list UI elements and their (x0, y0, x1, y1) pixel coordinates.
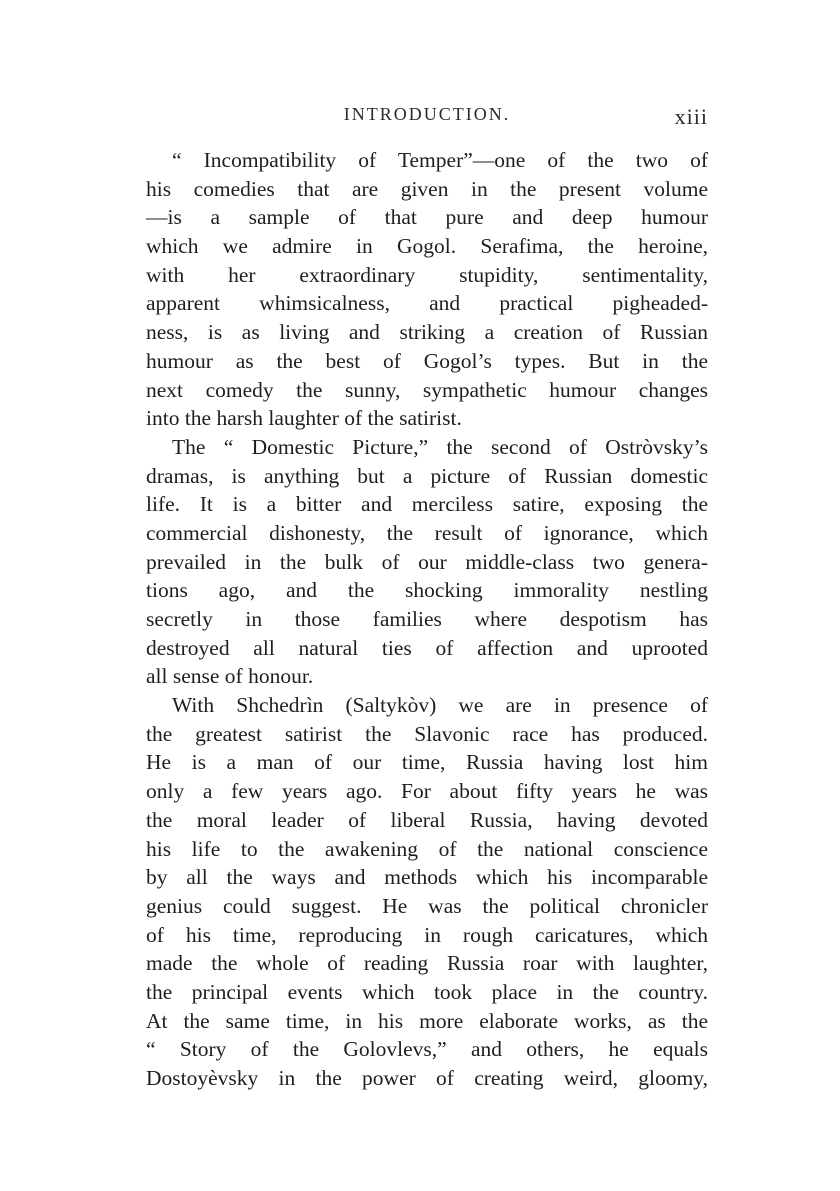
text-line: of his time, reproducing in rough caricatures, which (146, 922, 708, 947)
text-line: into the harsh laughter of the satirist. (146, 406, 462, 431)
text-line: secretly in those families where despotism has (146, 607, 708, 631)
text-line: ness, is as living and striking a creation of Russian (146, 320, 708, 345)
text-line: humour as the best of Gogol’s types. But in the (146, 348, 708, 373)
text-line: genius could suggest. He was the political chronicler (146, 893, 708, 918)
text-line: only a few years ago. For about fifty years he was (146, 779, 708, 804)
text-line: life. It is a bitter and merciless satire, exposing the (146, 492, 708, 517)
text-line: next comedy the sunny, sympathetic humour changes (146, 377, 708, 402)
text-line: With Shchedrìn (Saltykòv) we are in presence of (172, 693, 708, 718)
text-line: At the same time, in his more elaborate works, as the (146, 1008, 708, 1033)
text-line: apparent whimsicalness, and practical pigheaded- (146, 291, 708, 316)
text-line: —is a sample of that pure and deep humour (146, 205, 708, 230)
paragraph (146, 433, 708, 691)
page-header (146, 104, 708, 134)
running-head: INTRODUCTION. (343, 104, 511, 124)
page-number: xiii (674, 104, 708, 129)
paragraph (146, 691, 708, 1093)
text-line: Dostoyèvsky in the power of creating weird, gloomy, (146, 1066, 708, 1090)
text-line: “ Incompatibility of Temper”—one of the two of (172, 148, 708, 172)
text-line: prevailed in the bulk of our middle-class two genera- (146, 549, 708, 574)
text-line: “ Story of the Golovlevs,” and others, he equals (146, 1037, 708, 1062)
text-line: the principal events which took place in the country. (146, 979, 708, 1004)
text-line: The “ Domestic Picture,” the second of Ostròvsky’s (172, 434, 708, 459)
text-line: all sense of honour. (146, 664, 314, 689)
text-line: the greatest satirist the Slavonic race has produced. (146, 721, 708, 746)
text-line: commercial dishonesty, the result of ignorance, which (146, 520, 708, 545)
text-line: made the whole of reading Russia roar with laughter, (146, 951, 708, 976)
paragraph (146, 146, 708, 433)
text-line: his life to the awakening of the national conscience (146, 836, 708, 861)
text-line: with her extraordinary stupidity, sentimentality, (146, 262, 708, 287)
text-line: destroyed all natural ties of affection and uprooted (146, 635, 708, 660)
text-line: his comedies that are given in the present volume (146, 176, 708, 201)
text-line: the moral leader of liberal Russia, having devoted (146, 807, 708, 832)
text-line: which we admire in Gogol. Serafima, the heroine, (146, 234, 708, 259)
text-line: tions ago, and the shocking immorality nestling (146, 578, 708, 603)
body-text (146, 146, 708, 1093)
text-line: He is a man of our time, Russia having lost him (146, 750, 708, 775)
text-line: dramas, is anything but a picture of Russian domestic (146, 463, 708, 488)
text-line: by all the ways and methods which his incomparable (146, 865, 708, 890)
